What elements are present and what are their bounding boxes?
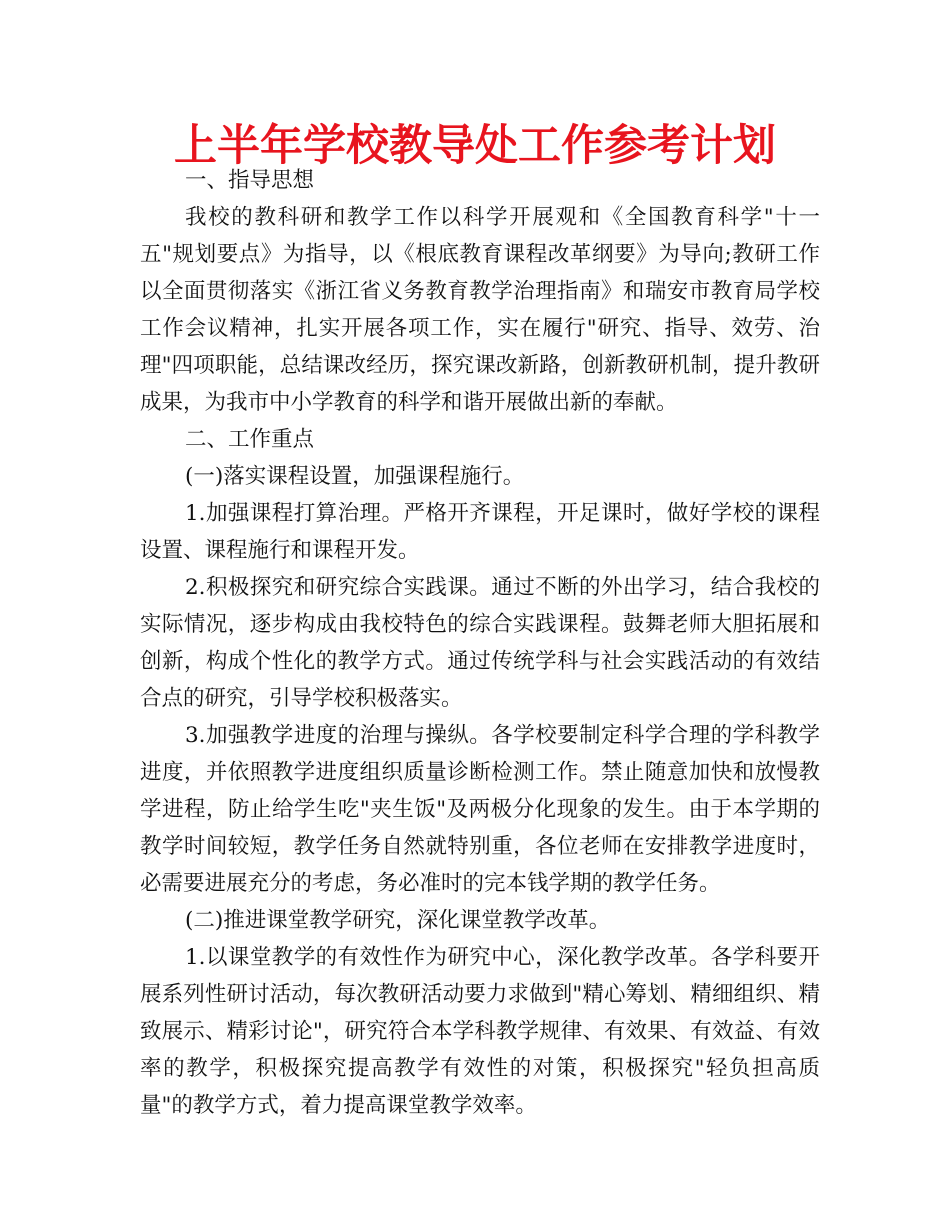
paragraph: 2.积极探究和研究综合实践课。通过不断的外出学习，结合我校的实际情况，逐步构成由我校特色的综合实践课程。鼓舞老师大胆拓展和创新，构成个性化的教学方式。通过传统学科与社会实践活动的有效结合点的研究，引导学校积极落实。 [140, 575, 820, 711]
section-heading-guiding-ideology: 一、指导思想 [185, 168, 315, 193]
paragraph: 1.加强课程打算治理。严格开齐课程，开足课时，做好学校的课程设置、课程施行和课程开发。 [140, 501, 820, 563]
paragraph: 我校的教科研和教学工作以科学开展观和《全国教育科学"十一五"规划要点》为指导，以《根底教育课程改革纲要》为导向;教研工作以全面贯彻落实《浙江省义务教育教学治理指南》和瑞安市教育局学校工作会议精神，扎实开展各项工作，实在履行"研究、指导、效劳、治理"四项职能，总结课改经历，探究课改新路，创新教研机制，提升教研成果，为我市中小学教育的科学和谐开展做出新的奉献。 [140, 205, 820, 415]
paragraph: 3.加强教学进度的治理与操纵。各学校要制定科学合理的学科教学进度，并依照教学进度组织质量诊断检测工作。禁止随意加快和放慢教学进程，防止给学生吃"夹生饭"及两极分化现象的发生。由于本学期的教学时间较短，教学任务自然就特别重，各位老师在安排教学进度时，必需要进展充分的考虑，务必准时的完本钱学期的教学任务。 [140, 723, 820, 896]
subsection-heading: (二)推进课堂教学研究，深化课堂教学改革。 [185, 908, 611, 933]
paragraph: 1.以课堂教学的有效性作为研究中心，深化教学改革。各学科要开展系列性研讨活动，每次教研活动要力求做到"精心筹划、精细组织、精致展示、精彩讨论"，研究符合本学科教学规律、有效果、有效益、有效率的教学，积极探究提高教学有效性的对策，积极探究"轻负担高质量"的教学方式，着力提高课堂教学效率。 [140, 945, 820, 1118]
document-title: 上半年学校教导处工作参考计划 [174, 121, 776, 171]
subsection-heading: (一)落实课程设置，加强课程施行。 [185, 464, 525, 489]
document-body [140, 162, 820, 1124]
section-heading-work-focus: 二、工作重点 [185, 427, 315, 452]
